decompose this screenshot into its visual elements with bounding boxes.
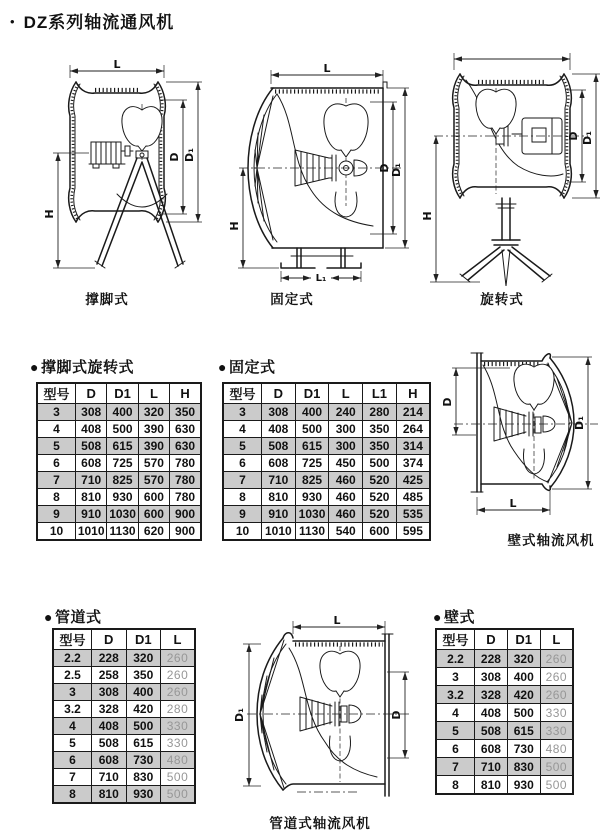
table-cell: 500 xyxy=(363,455,397,472)
section-title-text: 管道式 xyxy=(54,609,102,626)
table-cell: 260 xyxy=(540,686,573,704)
table-cell: 3.2 xyxy=(53,701,92,718)
table-row xyxy=(223,506,430,523)
table-row xyxy=(37,421,201,438)
column-header: L xyxy=(138,383,169,404)
table-cell: 374 xyxy=(396,455,430,472)
table-cell: 710 xyxy=(92,769,127,786)
table-cell: 615 xyxy=(295,438,329,455)
rotary-caption: 旋转式 xyxy=(480,292,524,307)
table-cell: 615 xyxy=(126,735,161,752)
table-cell: 730 xyxy=(507,740,540,758)
table-row xyxy=(37,455,201,472)
table-cell: 710 xyxy=(475,758,508,776)
table-row xyxy=(436,668,573,686)
table-cell: 7 xyxy=(37,472,76,489)
fixed-table xyxy=(222,382,431,541)
table-cell: 480 xyxy=(540,740,573,758)
table-cell: 3 xyxy=(223,404,262,421)
dim-label-h: H xyxy=(43,209,56,219)
table-cell: 930 xyxy=(107,489,138,506)
table-cell: 6 xyxy=(37,455,76,472)
dimension-top xyxy=(454,53,570,70)
dimension-H xyxy=(43,153,95,268)
table-cell: 425 xyxy=(396,472,430,489)
table-cell: 508 xyxy=(475,722,508,740)
dimension-L xyxy=(271,62,383,84)
table-cell: 520 xyxy=(363,472,397,489)
dim-label-d: D xyxy=(168,152,181,162)
table-cell: 350 xyxy=(363,438,397,455)
table-cell: 8 xyxy=(436,776,475,795)
mounting-feet xyxy=(281,248,361,268)
table-cell: 4 xyxy=(53,718,92,735)
footmount-rotary-table xyxy=(36,382,202,541)
table-cell: 260 xyxy=(161,684,196,701)
table-cell: 9 xyxy=(223,506,262,523)
table-cell: 228 xyxy=(475,650,508,668)
header-row xyxy=(436,629,573,650)
table-cell: 240 xyxy=(329,404,363,421)
table-cell: 214 xyxy=(396,404,430,421)
table-cell: 460 xyxy=(329,506,363,523)
table-cell: 825 xyxy=(107,472,138,489)
table-cell: 810 xyxy=(475,776,508,795)
column-header: 型号 xyxy=(53,629,92,650)
table-cell: 1130 xyxy=(295,523,329,541)
column-header: D1 xyxy=(295,383,329,404)
column-header: L xyxy=(540,629,573,650)
motor xyxy=(89,142,133,168)
column-header: L xyxy=(161,629,196,650)
impeller xyxy=(476,88,516,194)
table-cell: 9 xyxy=(37,506,76,523)
wall-flange xyxy=(471,353,483,492)
table-cell: 260 xyxy=(540,650,573,668)
table-cell: 408 xyxy=(475,704,508,722)
table-cell: 4 xyxy=(37,421,76,438)
table-row xyxy=(53,752,195,769)
table-cell: 520 xyxy=(363,489,397,506)
table-cell: 5 xyxy=(436,722,475,740)
table-cell: 615 xyxy=(107,438,138,455)
dim-label-d: D xyxy=(567,131,580,141)
table-row xyxy=(223,472,430,489)
table-cell: 330 xyxy=(540,704,573,722)
table-cell: 600 xyxy=(363,523,397,541)
table-row xyxy=(223,489,430,506)
table-cell: 620 xyxy=(138,523,169,541)
section-bullet-icon: ● xyxy=(30,358,39,375)
table-cell: 7 xyxy=(53,769,92,786)
dim-label-l: L xyxy=(113,58,121,71)
table-cell: 500 xyxy=(507,704,540,722)
table-row xyxy=(53,684,195,701)
column-header: 型号 xyxy=(37,383,76,404)
table-cell: 810 xyxy=(92,786,127,804)
table-cell: 508 xyxy=(76,438,107,455)
dimension-H xyxy=(228,168,279,268)
table-cell: 400 xyxy=(507,668,540,686)
table-cell: 308 xyxy=(92,684,127,701)
duct-table xyxy=(52,628,196,804)
section-title-text: 撑脚式旋转式 xyxy=(40,359,134,376)
wall-fan-drawing xyxy=(441,331,606,523)
table-cell: 308 xyxy=(475,668,508,686)
duct-fan-drawing xyxy=(233,614,422,819)
table-cell: 408 xyxy=(262,421,296,438)
table-cell: 500 xyxy=(540,776,573,795)
dimension-L xyxy=(70,58,164,78)
table-cell: 1030 xyxy=(295,506,329,523)
dim-label-l: L xyxy=(323,62,331,75)
table-cell: 910 xyxy=(76,506,107,523)
table-row xyxy=(223,438,430,455)
table-cell: 630 xyxy=(170,438,201,455)
table-cell: 260 xyxy=(161,667,196,684)
table-cell: 350 xyxy=(170,404,201,421)
column-header: H xyxy=(396,383,430,404)
dim-label-d1: D₁ xyxy=(183,148,196,162)
table-row xyxy=(436,686,573,704)
impeller xyxy=(514,361,554,481)
bullet-icon: • xyxy=(10,14,15,29)
column-header: H xyxy=(170,383,201,404)
table-cell: 3.2 xyxy=(436,686,475,704)
table-cell: 400 xyxy=(107,404,138,421)
footmount-fan-drawing xyxy=(45,56,210,286)
table-cell: 6 xyxy=(436,740,475,758)
header-row xyxy=(53,629,195,650)
dim-label-d1: D₁ xyxy=(573,416,586,430)
table-cell: 8 xyxy=(37,489,76,506)
table-cell: 910 xyxy=(262,506,296,523)
table-cell: 390 xyxy=(138,438,169,455)
table-row xyxy=(37,489,201,506)
dimension-L xyxy=(477,491,550,515)
table-row xyxy=(37,472,201,489)
table-cell: 500 xyxy=(540,758,573,776)
table-cell: 535 xyxy=(396,506,430,523)
table-cell: 280 xyxy=(363,404,397,421)
table-cell: 570 xyxy=(138,472,169,489)
page-title-text: DZ系列轴流通风机 xyxy=(23,13,175,32)
table-cell: 330 xyxy=(161,718,196,735)
table-row xyxy=(223,455,430,472)
table-cell: 320 xyxy=(507,650,540,668)
fixed-caption: 固定式 xyxy=(270,292,314,307)
table-row xyxy=(53,786,195,804)
table-cell: 390 xyxy=(138,421,169,438)
section-title-duct xyxy=(44,606,101,627)
column-header: 型号 xyxy=(223,383,262,404)
table-cell: 520 xyxy=(363,506,397,523)
table-cell: 2.2 xyxy=(53,650,92,667)
table-cell: 500 xyxy=(161,786,196,804)
table-row xyxy=(53,667,195,684)
table-row xyxy=(436,776,573,795)
table-cell: 810 xyxy=(76,489,107,506)
table-cell: 500 xyxy=(107,421,138,438)
table-cell: 825 xyxy=(295,472,329,489)
table-cell: 930 xyxy=(295,489,329,506)
dim-label-l: L xyxy=(333,614,341,627)
section-title-fixed xyxy=(218,356,275,377)
table-cell: 710 xyxy=(262,472,296,489)
table-cell: 1030 xyxy=(107,506,138,523)
table-cell: 408 xyxy=(92,718,127,735)
section-title-wall xyxy=(433,606,475,627)
section-bullet-icon: ● xyxy=(433,608,442,625)
table-cell: 420 xyxy=(507,686,540,704)
dim-label-h: H xyxy=(421,211,434,221)
table-row xyxy=(223,421,430,438)
table-row xyxy=(53,650,195,667)
page-title xyxy=(10,8,174,33)
table-cell: 300 xyxy=(329,421,363,438)
table-cell: 330 xyxy=(540,722,573,740)
tripod-legs xyxy=(95,158,185,268)
table-cell: 320 xyxy=(126,650,161,667)
table-cell: 2.5 xyxy=(53,667,92,684)
table-cell: 1010 xyxy=(76,523,107,541)
table-row xyxy=(37,523,201,541)
dim-label-l: L xyxy=(509,497,517,510)
table-cell: 228 xyxy=(92,650,127,667)
table-cell: 330 xyxy=(161,735,196,752)
dimension-H xyxy=(421,136,480,282)
section-title-text: 壁式 xyxy=(443,609,475,626)
table-cell: 508 xyxy=(262,438,296,455)
dim-label-h: H xyxy=(228,221,241,231)
table-cell: 830 xyxy=(507,758,540,776)
table-cell: 320 xyxy=(138,404,169,421)
dim-label-d1: D₁ xyxy=(390,163,403,177)
table-cell: 460 xyxy=(329,489,363,506)
table-cell: 4 xyxy=(223,421,262,438)
fixed-fan-drawing xyxy=(228,60,411,284)
section-bullet-icon: ● xyxy=(218,358,227,375)
dimension-L xyxy=(293,614,385,634)
table-row xyxy=(53,701,195,718)
table-row xyxy=(53,769,195,786)
table-cell: 400 xyxy=(126,684,161,701)
table-cell: 350 xyxy=(363,421,397,438)
section-title-footmount-rotary xyxy=(30,356,134,377)
table-row xyxy=(436,650,573,668)
table-cell: 8 xyxy=(223,489,262,506)
table-cell: 314 xyxy=(396,438,430,455)
duct-caption: 管道式轴流风机 xyxy=(269,816,371,831)
table-cell: 5 xyxy=(53,735,92,752)
table-cell: 10 xyxy=(37,523,76,541)
table-cell: 608 xyxy=(92,752,127,769)
table-cell: 450 xyxy=(329,455,363,472)
table-cell: 420 xyxy=(126,701,161,718)
table-cell: 595 xyxy=(396,523,430,541)
table-cell: 608 xyxy=(475,740,508,758)
table-row xyxy=(436,758,573,776)
table-cell: 7 xyxy=(436,758,475,776)
column-header: 型号 xyxy=(436,629,475,650)
table-cell: 485 xyxy=(396,489,430,506)
table-cell: 258 xyxy=(92,667,127,684)
wall-table xyxy=(435,628,574,795)
table-cell: 460 xyxy=(329,472,363,489)
table-cell: 328 xyxy=(92,701,127,718)
table-cell: 730 xyxy=(126,752,161,769)
table-cell: 725 xyxy=(295,455,329,472)
column-header: D xyxy=(262,383,296,404)
table-cell: 500 xyxy=(295,421,329,438)
table-cell: 3 xyxy=(436,668,475,686)
table-cell: 264 xyxy=(396,421,430,438)
dimension-L1 xyxy=(281,271,361,284)
table-cell: 600 xyxy=(138,489,169,506)
table-cell: 1130 xyxy=(107,523,138,541)
table-cell: 300 xyxy=(329,438,363,455)
table-cell: 328 xyxy=(475,686,508,704)
table-cell: 3 xyxy=(37,404,76,421)
table-cell: 900 xyxy=(170,506,201,523)
table-cell: 6 xyxy=(223,455,262,472)
column-header: D1 xyxy=(126,629,161,650)
column-header: D xyxy=(76,383,107,404)
table-cell: 615 xyxy=(507,722,540,740)
column-header: D xyxy=(92,629,127,650)
header-row xyxy=(37,383,201,404)
table-cell: 500 xyxy=(126,718,161,735)
section-title-text: 固定式 xyxy=(228,359,276,376)
table-cell: 10 xyxy=(223,523,262,541)
table-cell: 630 xyxy=(170,421,201,438)
dim-label-d1: D₁ xyxy=(581,131,594,145)
table-cell: 260 xyxy=(540,668,573,686)
table-cell: 930 xyxy=(507,776,540,795)
table-cell: 5 xyxy=(223,438,262,455)
table-cell: 7 xyxy=(223,472,262,489)
dim-label-d: D xyxy=(441,397,454,407)
table-cell: 710 xyxy=(76,472,107,489)
dimension-D1 xyxy=(166,82,202,222)
table-cell: 4 xyxy=(436,704,475,722)
table-cell: 1010 xyxy=(262,523,296,541)
table-cell: 810 xyxy=(262,489,296,506)
table-cell: 900 xyxy=(170,523,201,541)
table-cell: 2.2 xyxy=(436,650,475,668)
column-header: D1 xyxy=(107,383,138,404)
table-row xyxy=(37,438,201,455)
table-cell: 408 xyxy=(76,421,107,438)
table-cell: 780 xyxy=(170,472,201,489)
table-row xyxy=(436,704,573,722)
table-cell: 500 xyxy=(161,769,196,786)
column-header: D xyxy=(475,629,508,650)
table-cell: 480 xyxy=(161,752,196,769)
table-cell: 608 xyxy=(262,455,296,472)
table-cell: 830 xyxy=(126,769,161,786)
section-bullet-icon: ● xyxy=(44,608,53,625)
table-cell: 308 xyxy=(76,404,107,421)
table-row xyxy=(53,735,195,752)
table-cell: 725 xyxy=(107,455,138,472)
table-cell: 508 xyxy=(92,735,127,752)
table-row xyxy=(223,523,430,541)
dim-label-d: D xyxy=(378,163,391,173)
footmount-caption: 撑脚式 xyxy=(85,292,129,307)
table-cell: 540 xyxy=(329,523,363,541)
column-header: L1 xyxy=(363,383,397,404)
table-row xyxy=(53,718,195,735)
rotary-fan-drawing xyxy=(420,44,610,288)
pedestal xyxy=(460,198,552,286)
table-cell: 3 xyxy=(53,684,92,701)
wall-caption: 壁式轴流风机 xyxy=(507,533,595,548)
table-cell: 780 xyxy=(170,489,201,506)
table-cell: 308 xyxy=(262,404,296,421)
table-row xyxy=(37,404,201,421)
column-header: D1 xyxy=(507,629,540,650)
table-cell: 350 xyxy=(126,667,161,684)
dimension-D xyxy=(387,672,409,758)
table-cell: 8 xyxy=(53,786,92,804)
table-cell: 280 xyxy=(161,701,196,718)
table-cell: 608 xyxy=(76,455,107,472)
column-header: L xyxy=(329,383,363,404)
table-cell: 930 xyxy=(126,786,161,804)
table-row xyxy=(436,722,573,740)
table-cell: 6 xyxy=(53,752,92,769)
header-row xyxy=(223,383,430,404)
table-cell: 570 xyxy=(138,455,169,472)
dim-label-d1: D₁ xyxy=(233,708,246,722)
dim-label-d: D xyxy=(390,710,403,720)
table-row xyxy=(436,740,573,758)
dim-label-l1: L₁ xyxy=(315,273,327,284)
table-cell: 5 xyxy=(37,438,76,455)
table-cell: 400 xyxy=(295,404,329,421)
table-row xyxy=(223,404,430,421)
table-cell: 600 xyxy=(138,506,169,523)
table-cell: 780 xyxy=(170,455,201,472)
table-row xyxy=(37,506,201,523)
table-cell: 260 xyxy=(161,650,196,667)
